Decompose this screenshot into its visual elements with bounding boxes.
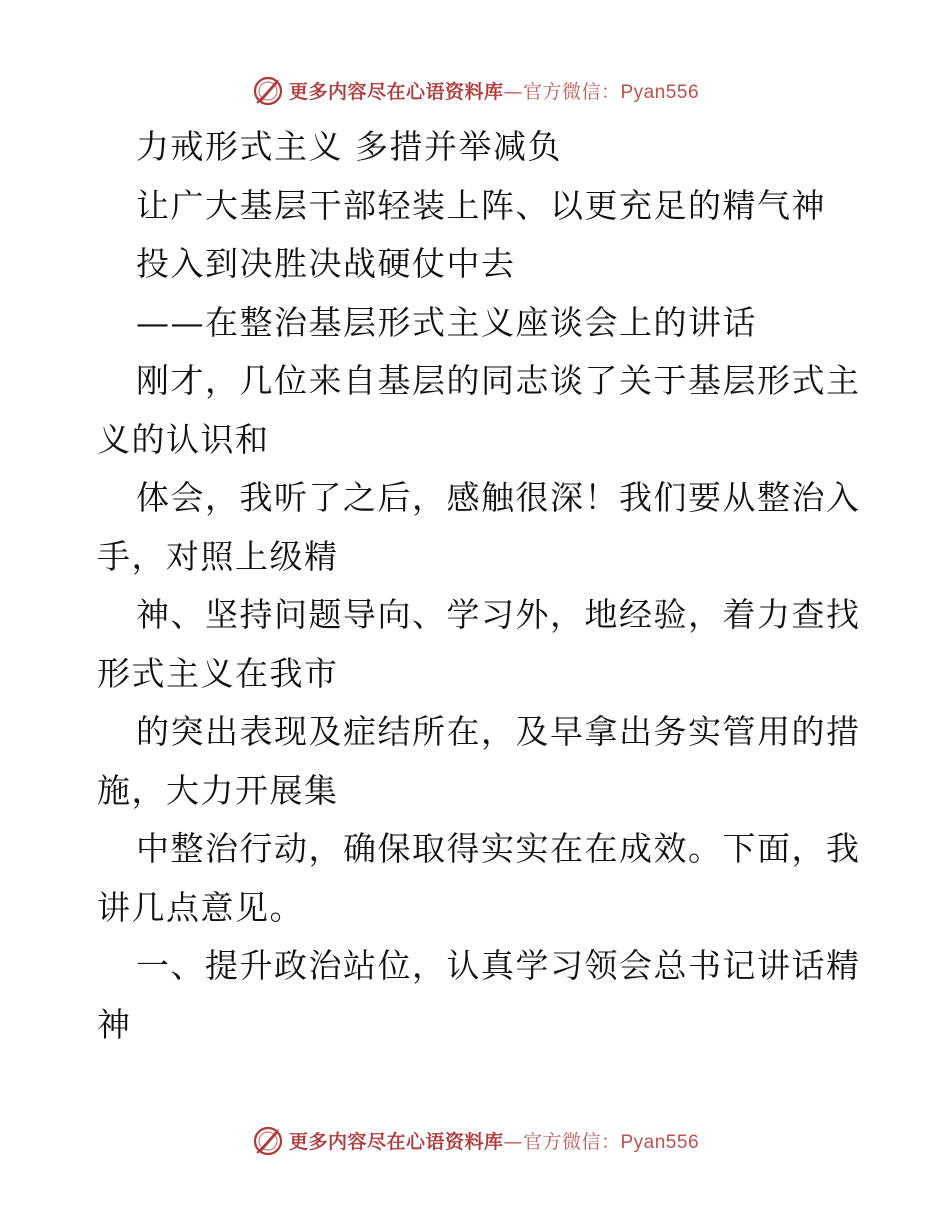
doc-title-line-1: 力戒形式主义 多措并举减负 [136,127,562,166]
doc-paragraph-line: 施，大力开展集 [97,770,339,810]
watermark-separator: — [503,1130,523,1153]
doc-paragraph-line: 形式主义在我市 [97,653,339,693]
doc-title-line-3: 投入到决胜决战硬仗中去 [136,244,516,283]
doc-paragraph-line: 中整治行动，确保取得实实在在成效。下面，我 [136,829,861,868]
document-body [97,118,861,1054]
watermark-main-text: 更多内容尽在心语资料库 [288,1130,504,1153]
watermark-wechat-id: Pyan556 [620,81,700,103]
doc-paragraph-line: 的突出表现及症结所在，及早拿出务实管用的措 [136,712,861,751]
footer-watermark [0,1120,950,1160]
watermark-separator: — [503,80,523,103]
doc-paragraph-line: 刚才，几位来自基层的同志谈了关于基层形式主 [136,361,861,400]
doc-subtitle-line: ——在整治基层形式主义座谈会上的讲话 [136,302,757,342]
doc-paragraph-line: 讲几点意见。 [97,887,304,927]
doc-section-heading-line: 一、提升政治站位，认真学习领会总书记讲话精 [136,946,861,985]
doc-paragraph-line: 义的认识和 [97,419,270,459]
watermark-main-text: 更多内容尽在心语资料库 [288,80,504,103]
doc-paragraph-line: 手，对照上级精 [97,536,339,576]
doc-paragraph-line: 体会，我听了之后，感触很深！我们要从整治入 [136,478,861,517]
doc-section-heading-line: 神 [97,1004,132,1044]
header-watermark [0,70,950,110]
watermark-sub-text: 官方微信： [522,1130,621,1153]
watermark-sub-text: 官方微信： [522,80,621,103]
doc-title-line-2: 让广大基层干部轻装上阵、以更充足的精气神 [136,185,826,225]
quill-pen-logo-icon [251,73,285,107]
watermark-wechat-id: Pyan556 [620,1131,700,1153]
doc-paragraph-line: 神、坚持问题导向、学习外，地经验，着力查找 [136,595,861,634]
quill-pen-logo-icon [251,1123,285,1157]
